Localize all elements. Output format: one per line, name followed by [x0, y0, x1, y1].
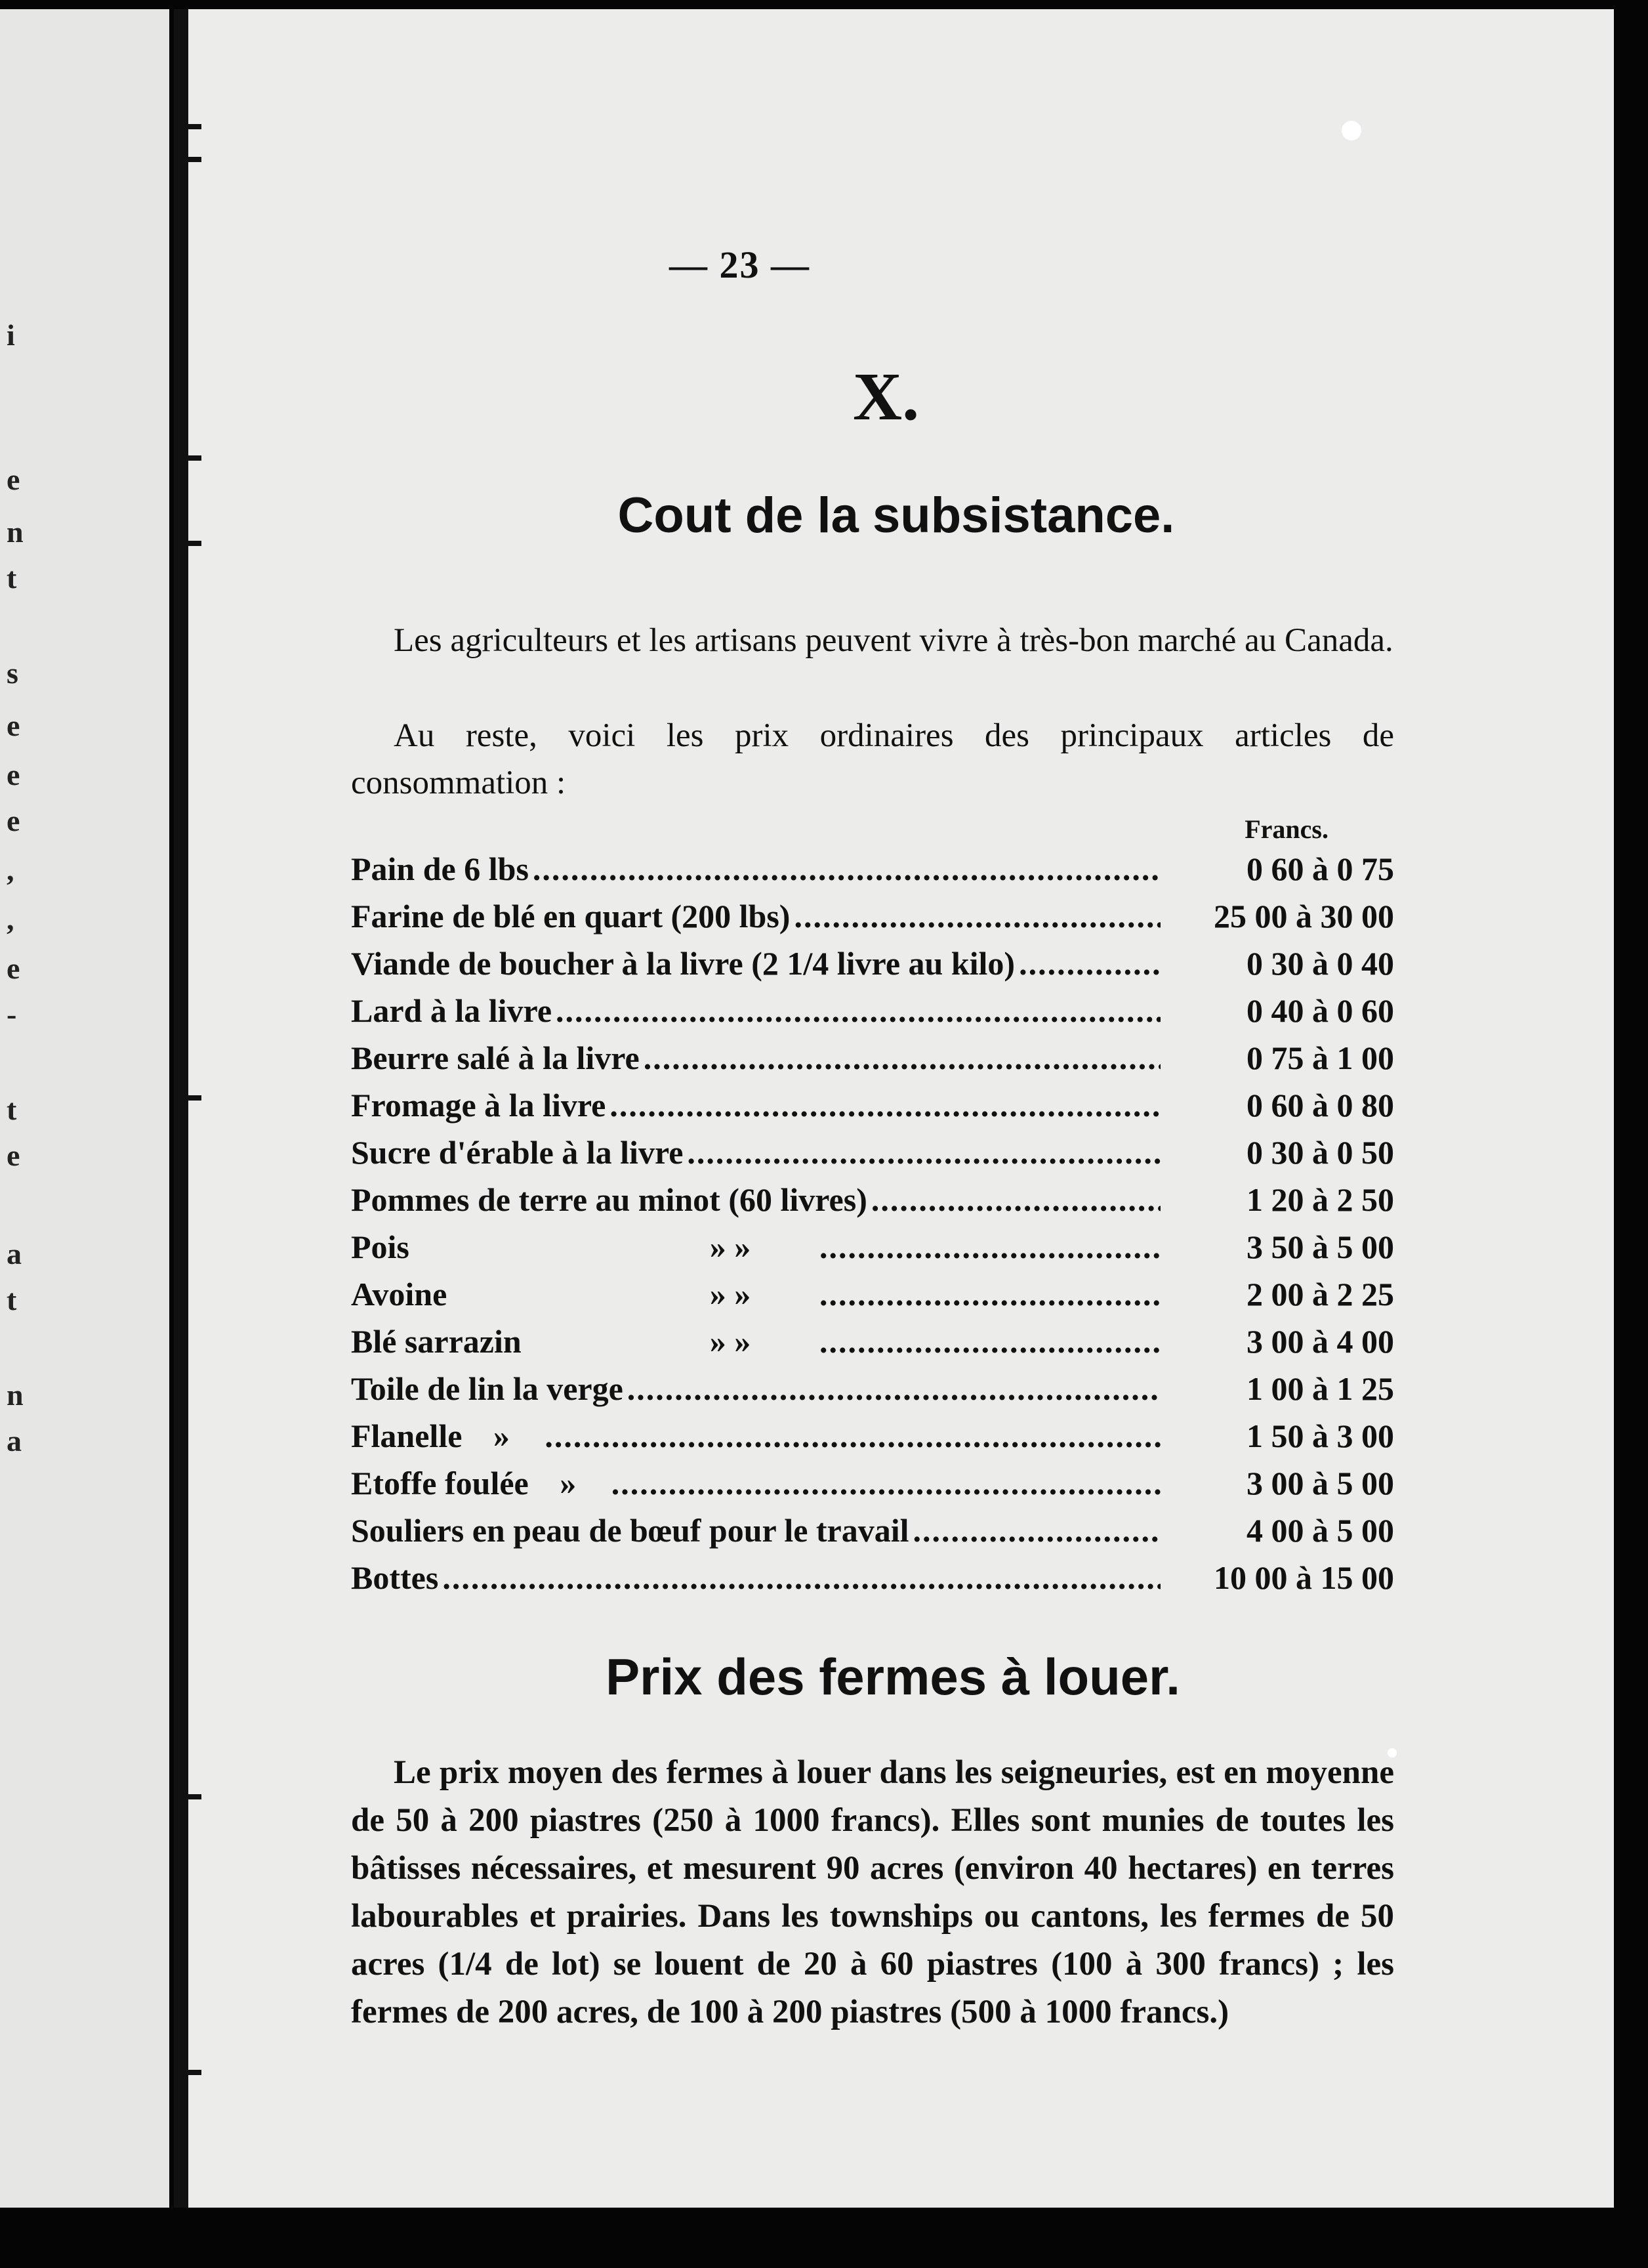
section-title: Cout de la subsistance. [617, 488, 1175, 543]
leader-dots [819, 1275, 1161, 1313]
price-range: 0 30 à 0 50 [1246, 1134, 1394, 1171]
price-range: 25 00 à 30 00 [1214, 898, 1394, 934]
leader-dots [556, 992, 1161, 1030]
item-name: Blé sarrazin [351, 1323, 522, 1360]
page-number: — 23 — [669, 243, 810, 286]
margin-fragment: i [7, 318, 15, 352]
item-name: Pois [351, 1228, 409, 1265]
price-range: 2 00 à 2 25 [1246, 1276, 1394, 1312]
facing-page-edge [0, 9, 169, 2208]
ditto-mark: » » [709, 1323, 751, 1360]
price-row [351, 1417, 1394, 1464]
price-row [351, 850, 1394, 897]
item-name: Farine de blé en quart (200 lbs) [351, 898, 791, 934]
margin-fragment: t [7, 1283, 17, 1316]
price-row [351, 1559, 1394, 1606]
price-row [351, 1511, 1394, 1559]
leader-dots [871, 1181, 1161, 1219]
leader-dots [819, 1228, 1161, 1266]
margin-fragment: s [7, 656, 18, 690]
leader-dots [611, 1464, 1161, 1502]
price-row [351, 1464, 1394, 1511]
ditto-mark: » » [709, 1228, 751, 1265]
price-range: 0 30 à 0 40 [1246, 945, 1394, 982]
item-name: Viande de boucher à la livre (2 1/4 livre au kilo) [351, 945, 1016, 982]
intro-paragraph: Au reste, voici les prix ordinaires des principaux articles de consommation : [351, 717, 1394, 801]
price-row [351, 1181, 1394, 1228]
leader-dots [913, 1511, 1161, 1549]
item-name: Souliers en peau de bœuf pour le travail [351, 1512, 909, 1549]
spine-mark [174, 124, 201, 129]
margin-fragment: n [7, 1378, 24, 1412]
price-range: 0 40 à 0 60 [1246, 992, 1394, 1029]
leader-dots [545, 1417, 1161, 1455]
margin-fragment: t [7, 561, 17, 595]
margin-fragment: n [7, 515, 24, 549]
ditto-mark: » [560, 1465, 577, 1502]
margin-fragment: a [7, 1424, 22, 1458]
margin-fragment: e [7, 709, 20, 742]
page-spine-line [174, 9, 188, 2208]
item-name: Sucre d'érable à la livre [351, 1134, 684, 1171]
margin-fragment: , [7, 853, 14, 887]
price-row [351, 1370, 1394, 1417]
margin-fragment: e [7, 804, 20, 837]
item-name: Avoine [351, 1276, 447, 1312]
leader-dots [687, 1133, 1161, 1171]
paper-speck [1342, 121, 1361, 140]
price-row [351, 1322, 1394, 1370]
price-row [351, 944, 1394, 992]
price-range: 0 60 à 0 80 [1246, 1087, 1394, 1124]
price-range: 3 00 à 5 00 [1246, 1465, 1394, 1502]
leader-dots [794, 897, 1161, 935]
section-title: Prix des fermes à louer. [606, 1648, 1180, 1706]
item-name: Pommes de terre au minot (60 livres) [351, 1181, 867, 1218]
margin-fragment: a [7, 1237, 22, 1270]
margin-fragment: e [7, 952, 20, 985]
item-name: Etoffe foulée [351, 1465, 529, 1502]
price-row [351, 897, 1394, 944]
spine-mark [174, 455, 201, 461]
spine-mark [174, 1794, 201, 1799]
item-name: Beurre salé à la livre [351, 1040, 640, 1076]
price-row [351, 992, 1394, 1039]
price-range: 1 00 à 1 25 [1246, 1370, 1394, 1407]
price-range: 3 50 à 5 00 [1246, 1228, 1394, 1265]
item-name: Flanelle [351, 1418, 463, 1454]
leader-dots [442, 1559, 1161, 1597]
item-name: Fromage à la livre [351, 1087, 606, 1124]
price-row [351, 1228, 1394, 1275]
ditto-mark: » [493, 1418, 510, 1454]
price-range: 0 60 à 0 75 [1246, 850, 1394, 887]
spine-mark [174, 157, 201, 162]
margin-fragment: e [7, 463, 20, 496]
margin-fragment: t [7, 1093, 17, 1126]
leader-dots [819, 1322, 1161, 1360]
margin-fragment: , [7, 902, 14, 936]
price-row [351, 1275, 1394, 1322]
intro-paragraph: Les agriculteurs et les artisans peuvent vivre à très-bon marché au Canada. [394, 622, 1393, 659]
price-range: 4 00 à 5 00 [1246, 1512, 1394, 1549]
item-name: Pain de 6 lbs [351, 850, 529, 887]
price-range: 1 20 à 2 50 [1246, 1181, 1394, 1218]
chapter-number: X. [853, 359, 920, 434]
leader-dots [533, 850, 1161, 888]
price-range: 3 00 à 4 00 [1246, 1323, 1394, 1360]
margin-fragment: e [7, 1139, 20, 1172]
price-range: 1 50 à 3 00 [1246, 1418, 1394, 1454]
unit-header: Francs. [1245, 814, 1329, 844]
price-row [351, 1039, 1394, 1086]
item-name: Lard à la livre [351, 992, 552, 1029]
margin-fragment: e [7, 758, 20, 791]
item-name: Toile de lin la verge [351, 1370, 623, 1407]
margin-fragment: - [7, 998, 17, 1031]
price-row [351, 1086, 1394, 1133]
price-range: 0 75 à 1 00 [1246, 1040, 1394, 1076]
price-range: 10 00 à 15 00 [1214, 1559, 1394, 1596]
leader-dots [1019, 944, 1161, 982]
spine-mark [174, 1095, 201, 1101]
item-name: Bottes [351, 1559, 439, 1596]
price-row [351, 1133, 1394, 1181]
leader-dots [644, 1039, 1161, 1077]
spine-mark [174, 2070, 201, 2075]
farm-paragraph: Le prix moyen des fermes à louer dans les seigneuries, est en moyenne de 50 à 200 piastres (250 à 1000 francs). Elles sont munies de toutes les bâtisses nécessaires, et mesurent 90 acres (environ 40 hectares) en terres labourables et prairies. Dans les townships ou cantons, les fermes de 50 acres (1/4 de lot) se louent de 20 à 60 piastres (100 à 300 francs) ; les fermes de 200 acres, de 100 à 200 piastres (500 à 1000 francs.) [351, 1754, 1394, 2030]
leader-dots [609, 1086, 1161, 1124]
scan-border [1614, 0, 1648, 2268]
ditto-mark: » » [709, 1276, 751, 1312]
leader-dots [627, 1370, 1161, 1408]
